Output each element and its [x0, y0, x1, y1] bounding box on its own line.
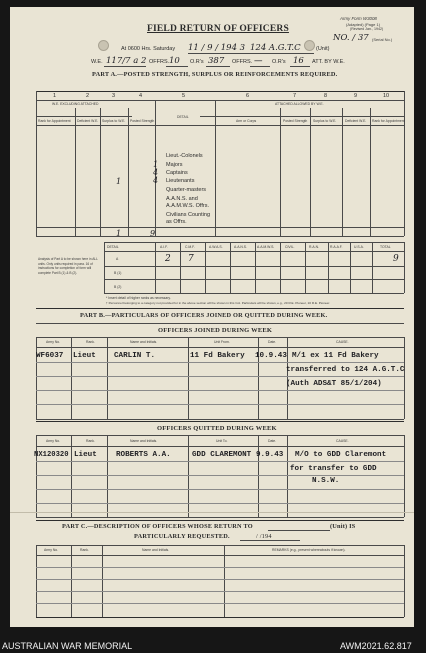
joined-rank: Lieut [73, 352, 96, 360]
joined-head: Rank. [86, 340, 95, 344]
offrs2-label: OFFRS. [232, 59, 253, 65]
sub-head: Deficient W.E. [77, 119, 99, 123]
right-group-head: ATTACHED ALLOWED BY W.E. [275, 102, 324, 106]
footer-left: AUSTRALIAN WAR MEMORIAL [2, 641, 133, 651]
joined-head: Name and Initials. [130, 340, 158, 344]
detail-row-head: U.S.A. [354, 245, 364, 249]
rank-label: Lieut.-Colonels [166, 153, 203, 159]
serial-no-value: NO. / 37 [333, 33, 369, 43]
army-form-label: Army Form W3008 [340, 16, 377, 21]
rank-label: as Offrs. [166, 219, 187, 225]
cmf-value: 7 [188, 254, 194, 264]
sub-head: Deficient W.E. [345, 119, 367, 123]
sub-head: Posted Strength [130, 119, 155, 123]
offrs2-value: — [254, 56, 263, 66]
quitted-head: Rank. [86, 439, 95, 443]
detail-row-head: A.W.A.S. [209, 245, 223, 249]
quitted-cause-3: N.S.W. [312, 477, 340, 485]
detail-row-head: TOTAL [380, 245, 391, 249]
detail-row-head: C.M.F. [185, 245, 195, 249]
col-num: 7 [293, 93, 297, 99]
quitted-title: OFFICERS QUITTED DURING WEEK [157, 425, 277, 432]
joined-title: OFFICERS JOINED DURING WEEK [158, 327, 273, 334]
rank-label: Captains [166, 170, 188, 176]
aif-value: 2 [165, 254, 171, 264]
sub-head: Posted Strength [283, 119, 308, 123]
form-title: FIELD RETURN OF OFFICERS [147, 24, 289, 34]
joined-date: 10.9.43 [255, 352, 287, 360]
detail-row-label: B (2) [114, 285, 122, 289]
we-label: W.E. [91, 59, 103, 65]
joined-head: CAUSE. [336, 340, 349, 344]
joined-head: Army No. [46, 340, 61, 344]
quitted-rank: Lieut [74, 451, 97, 459]
posted-value: 1 [153, 160, 159, 169]
joined-army-no: WF6037 [36, 352, 64, 360]
joined-name: CARLIN T. [114, 352, 156, 360]
rank-label: Lieutenants [166, 178, 195, 184]
punch-hole [304, 40, 315, 51]
punch-hole [98, 40, 109, 51]
serial-no-label: (Serial No.) [372, 37, 393, 42]
joined-cause-1: M/1 ex 11 Fd Bakery [292, 352, 379, 360]
part-c-head: REMARKS (e.g., present whereabouts if known). [272, 548, 346, 552]
att-label: ATT. BY W.E. [312, 59, 345, 65]
left-group-head: W.E. EXCLUDING ATTACHED [52, 102, 99, 106]
quitted-unit-to: GDD CLAREMONT [192, 451, 252, 459]
detail-row-head: A.I.F. [160, 245, 168, 249]
posted-value: 4 [153, 168, 159, 177]
col-num: 3 [112, 93, 116, 99]
form-page [10, 7, 414, 627]
sub-head: Rank for Appointment [372, 119, 405, 123]
detail-row-label: B (1) [114, 271, 122, 275]
offrs-value: 10 [169, 56, 180, 66]
col-num: 2 [86, 93, 90, 99]
part-c-head: Name and Initials. [142, 548, 170, 552]
ors2-value: 16 [293, 56, 304, 66]
detail-row-head: A.A.N.S. [234, 245, 248, 249]
detail-row-label: A [116, 257, 119, 261]
detail-row-head: DETAIL [107, 245, 119, 249]
joined-head: Unit From. [214, 340, 230, 344]
detail-row-head: A.A.M.W.S. [257, 245, 275, 249]
footer-right: AWM2021.62.817 [340, 641, 412, 651]
at-label: At 0600 Hrs. Saturday [121, 46, 176, 52]
part-a-title: PART A.—POSTED STRENGTH, SURPLUS OR REINFORCEMENTS REQUIRED. [92, 71, 338, 78]
part-c-title-unit: (Unit) IS [330, 523, 356, 530]
unit-label: (Unit) [316, 46, 330, 52]
joined-head: Date. [268, 340, 277, 344]
quitted-army-no: NX120320 [34, 451, 69, 459]
joined-cause-2: transferred to 124 A.G.T.C [286, 366, 405, 374]
part-c-title-1: PART C.—DESCRIPTION OF OFFICERS WHOSE RETURN TO [62, 523, 253, 530]
rank-label: Civilians Counting [166, 212, 211, 218]
part-b-title: PART B.—PARTICULARS OF OFFICERS JOINED OR QUITTED DURING WEEK. [80, 312, 328, 319]
col-num: 5 [182, 93, 186, 99]
ors-value: 387 [208, 56, 225, 66]
part-c-title-2: PARTICULARLY REQUESTED. [134, 533, 230, 540]
total-value: 9 [393, 254, 399, 264]
footnote-2: † Personnel belonging to a category not provided for in the above section will be shown in this Col. Particulars will be shown, e.g., 20 R.E. Pioneer, 10 R.E. Pioneer. [106, 301, 331, 305]
ors-label: O.R's [190, 59, 204, 65]
part-c-head: Rank. [80, 548, 89, 552]
adapted-label: (Adapted) (Page 1) [346, 22, 381, 27]
part-c-title-date: / /194 [256, 533, 272, 540]
sub-head: Rank for Appointment [38, 119, 71, 123]
sub-head: Arm or Corps [236, 119, 257, 123]
quitted-cause-1: M/O to GDD Claremont [295, 451, 387, 459]
detail-row-head: R.A.N. [309, 245, 319, 249]
col-num: 1 [53, 93, 57, 99]
part-c-head: Army No. [44, 548, 59, 552]
quitted-cause-2: for transfer to GDD [290, 465, 377, 473]
rank-label: A.A.N.S. and [166, 196, 198, 202]
quitted-date: 9.9.43 [256, 451, 284, 459]
revised-label: (Revised Jan., 1942) [350, 27, 384, 31]
rank-label: Quarter-masters [166, 187, 207, 193]
ors2-label: O.R's [272, 59, 286, 65]
col-num: 6 [246, 93, 250, 99]
joined-cause-3: (Auth ADS&T 85/1/204) [286, 380, 382, 388]
rank-label: A.A.M.W.S. Offrs. [166, 203, 209, 209]
quitted-head: Date. [268, 439, 277, 443]
quitted-head: Army No. [46, 439, 61, 443]
date-value: 11 / 9 / 194 3 [188, 43, 246, 53]
rank-label: Majors [166, 162, 183, 168]
detail-row-head: R.A.A.F. [330, 245, 343, 249]
col-num: 4 [139, 93, 143, 99]
unit-value: 124 A.G.T.C [250, 43, 301, 53]
surplus-value: 1 [116, 177, 122, 186]
quitted-name: ROBERTS A.A. [116, 451, 171, 459]
offrs-label: OFFRS. [149, 59, 170, 65]
joined-unit-from: 11 Fd Bakery [190, 352, 245, 360]
quitted-head: Unit To. [216, 439, 228, 443]
footnote-1: * Insert detail of higher ranks as necessary. [106, 296, 171, 300]
col-num: 9 [354, 93, 358, 99]
quitted-head: Name and Initials. [130, 439, 158, 443]
sub-head: Surplus to W.E. [313, 119, 337, 123]
we-value: 117/7 a 2 [106, 56, 147, 66]
col-num: 10 [383, 93, 390, 99]
example-note: Analysis of Part A to be shown here in ALL units. Only units required in para. 16 of instructions for completion of form will complete Part B (1) & B (2). [38, 257, 98, 275]
total-posted: 9 [150, 229, 156, 238]
quitted-head: CAUSE. [336, 439, 349, 443]
col-num: 8 [324, 93, 328, 99]
detail-head: DETAIL [177, 115, 189, 119]
posted-value: 4 [153, 176, 159, 185]
total-surplus: 1 [116, 229, 122, 238]
detail-row-head: CIVIL. [285, 245, 295, 249]
sub-head: Surplus to W.E. [102, 119, 126, 123]
